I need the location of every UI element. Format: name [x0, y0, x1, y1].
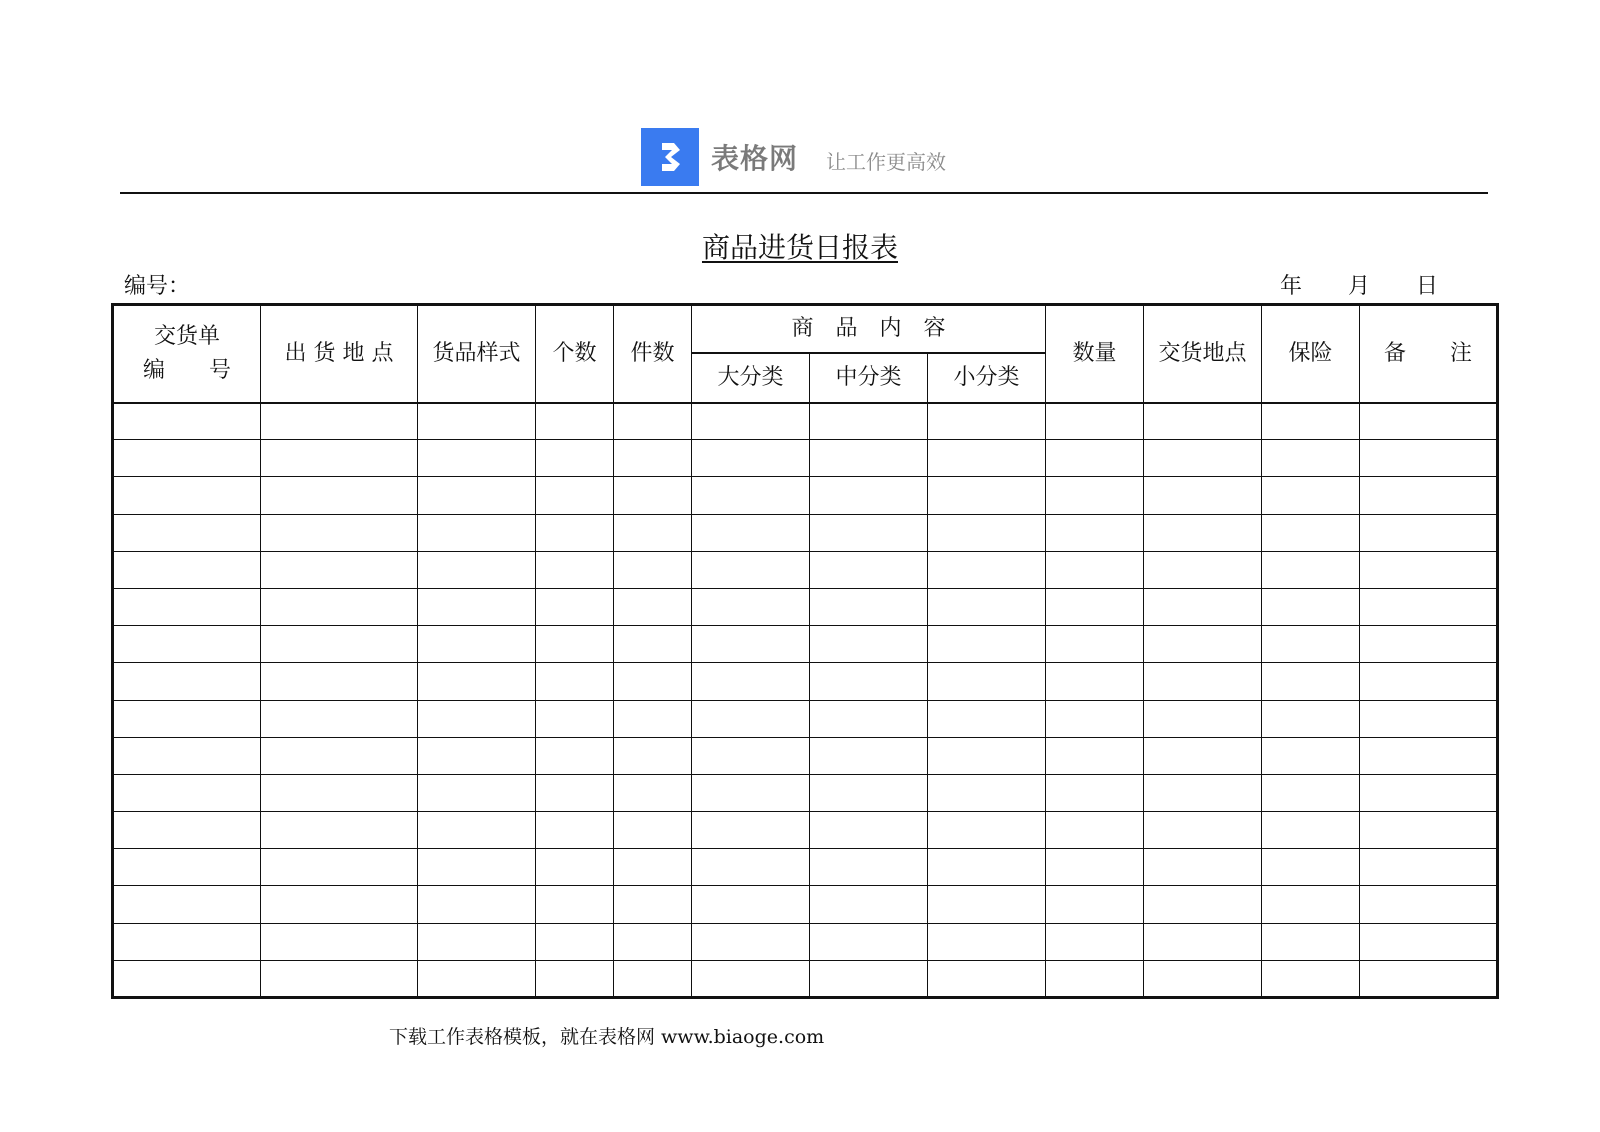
- table-cell[interactable]: [1046, 774, 1144, 811]
- table-row: [113, 812, 1498, 849]
- table-cell[interactable]: [261, 960, 418, 997]
- table-cell[interactable]: [810, 403, 928, 440]
- table-cell[interactable]: [614, 514, 692, 551]
- serial-number-label: 编号：: [124, 274, 191, 299]
- table-cell[interactable]: [113, 588, 261, 625]
- table-cell[interactable]: [113, 886, 261, 923]
- table-cell[interactable]: [1262, 440, 1360, 477]
- table-row: [113, 663, 1498, 700]
- table-cell[interactable]: [928, 849, 1046, 886]
- table-row: [113, 440, 1498, 477]
- table-cell[interactable]: [418, 403, 536, 440]
- table-cell[interactable]: [614, 663, 692, 700]
- table-cell[interactable]: [1262, 551, 1360, 588]
- table-cell[interactable]: [261, 514, 418, 551]
- table-cell[interactable]: [261, 551, 418, 588]
- table-cell[interactable]: [418, 923, 536, 960]
- table-cell[interactable]: [1046, 626, 1144, 663]
- table-cell[interactable]: [418, 700, 536, 737]
- table-cell[interactable]: [1262, 812, 1360, 849]
- header-category-minor: 小分类: [928, 353, 1046, 403]
- table-cell[interactable]: [1144, 886, 1262, 923]
- brand-name: 表格网: [711, 142, 799, 175]
- table-cell[interactable]: [614, 774, 692, 811]
- table-cell[interactable]: [113, 700, 261, 737]
- table-cell[interactable]: [536, 886, 614, 923]
- table-cell[interactable]: [614, 588, 692, 625]
- header-delivery-no: [113, 305, 261, 403]
- table-cell[interactable]: [1262, 849, 1360, 886]
- table-cell[interactable]: [113, 440, 261, 477]
- table-cell[interactable]: [1360, 626, 1498, 663]
- table-cell[interactable]: [261, 700, 418, 737]
- table-cell[interactable]: [692, 403, 810, 440]
- table-cell[interactable]: [418, 440, 536, 477]
- table-cell[interactable]: [614, 812, 692, 849]
- table-cell[interactable]: [692, 774, 810, 811]
- table-cell[interactable]: [614, 960, 692, 997]
- table-cell[interactable]: [810, 551, 928, 588]
- header-contents-group: 商 品 内 容: [692, 305, 1046, 353]
- table-cell[interactable]: [536, 700, 614, 737]
- table-cell[interactable]: [810, 774, 928, 811]
- table-cell[interactable]: [692, 514, 810, 551]
- table-cell[interactable]: [928, 774, 1046, 811]
- table-cell[interactable]: [692, 588, 810, 625]
- table-cell[interactable]: [1360, 700, 1498, 737]
- table-cell[interactable]: [692, 849, 810, 886]
- table-row: [113, 737, 1498, 774]
- table-cell[interactable]: [614, 923, 692, 960]
- table-cell[interactable]: [614, 551, 692, 588]
- table-cell[interactable]: [928, 886, 1046, 923]
- header-divider: [120, 192, 1488, 194]
- table-cell[interactable]: [1360, 514, 1498, 551]
- table-cell[interactable]: [536, 551, 614, 588]
- table-cell[interactable]: [1262, 923, 1360, 960]
- table-cell[interactable]: [810, 923, 928, 960]
- table-cell[interactable]: [1046, 588, 1144, 625]
- table-cell[interactable]: [810, 626, 928, 663]
- table-cell[interactable]: [1046, 700, 1144, 737]
- table-cell[interactable]: [418, 812, 536, 849]
- table-cell[interactable]: [418, 588, 536, 625]
- table-cell[interactable]: [1046, 923, 1144, 960]
- table-body: [113, 403, 1498, 998]
- table-cell[interactable]: [1262, 737, 1360, 774]
- table-cell[interactable]: [810, 700, 928, 737]
- table-cell[interactable]: [810, 737, 928, 774]
- header-quantity: 数量: [1046, 305, 1144, 403]
- purchase-report-table: [111, 303, 1499, 999]
- table-cell[interactable]: [692, 923, 810, 960]
- table-cell[interactable]: [1144, 663, 1262, 700]
- table-cell[interactable]: [1144, 588, 1262, 625]
- table-row: [113, 960, 1498, 997]
- table-cell[interactable]: [536, 663, 614, 700]
- table-row: [113, 477, 1498, 514]
- table-cell[interactable]: [1046, 403, 1144, 440]
- table-cell[interactable]: [418, 477, 536, 514]
- table-cell[interactable]: [536, 812, 614, 849]
- header-category-major: 大分类: [692, 353, 810, 403]
- table-cell[interactable]: [810, 886, 928, 923]
- table-cell[interactable]: [1046, 551, 1144, 588]
- table-cell[interactable]: [536, 849, 614, 886]
- table-cell[interactable]: [113, 663, 261, 700]
- table-cell[interactable]: [261, 626, 418, 663]
- table-cell[interactable]: [1360, 737, 1498, 774]
- table-cell[interactable]: [113, 923, 261, 960]
- table-cell[interactable]: [418, 551, 536, 588]
- table-cell[interactable]: [113, 960, 261, 997]
- table-cell[interactable]: [1046, 737, 1144, 774]
- table-cell[interactable]: [928, 737, 1046, 774]
- table-cell[interactable]: [928, 960, 1046, 997]
- header-category-middle: 中分类: [810, 353, 928, 403]
- table-cell[interactable]: [418, 886, 536, 923]
- table-row: [113, 849, 1498, 886]
- table-cell[interactable]: [1144, 514, 1262, 551]
- table-cell[interactable]: [1046, 812, 1144, 849]
- table-cell[interactable]: [1262, 663, 1360, 700]
- table-cell[interactable]: [1360, 663, 1498, 700]
- table-cell[interactable]: [1262, 403, 1360, 440]
- table-cell[interactable]: [1360, 551, 1498, 588]
- table-cell[interactable]: [113, 477, 261, 514]
- header-delivery-no-line1: 交货单: [153, 323, 220, 349]
- table-cell[interactable]: [810, 663, 928, 700]
- day-label: 日: [1416, 274, 1439, 299]
- table-cell[interactable]: [536, 514, 614, 551]
- table-cell[interactable]: [1360, 403, 1498, 440]
- header-goods-style: 货品样式: [418, 305, 536, 403]
- footer-note: 下载工作表格模板，就在表格网 www.biaoge.com: [389, 1026, 825, 1048]
- table-cell[interactable]: [536, 477, 614, 514]
- table-cell[interactable]: [692, 477, 810, 514]
- table-cell[interactable]: [536, 440, 614, 477]
- table-cell[interactable]: [1360, 477, 1498, 514]
- table-cell[interactable]: [928, 812, 1046, 849]
- table-cell[interactable]: [261, 774, 418, 811]
- table-cell[interactable]: [1046, 960, 1144, 997]
- table-cell[interactable]: [1360, 886, 1498, 923]
- brand-slogan: 让工作更高效: [826, 149, 947, 174]
- table-cell[interactable]: [928, 588, 1046, 625]
- table-row: [113, 923, 1498, 960]
- table-cell[interactable]: [418, 774, 536, 811]
- table-cell[interactable]: [113, 514, 261, 551]
- table-cell[interactable]: [692, 626, 810, 663]
- table-row: [113, 700, 1498, 737]
- table-cell[interactable]: [1144, 737, 1262, 774]
- table-cell[interactable]: [1262, 588, 1360, 625]
- table-cell[interactable]: [261, 588, 418, 625]
- table-cell[interactable]: [536, 923, 614, 960]
- brand-logo-icon: [641, 128, 699, 186]
- table-cell[interactable]: [928, 551, 1046, 588]
- table-cell[interactable]: [536, 626, 614, 663]
- table-cell[interactable]: [113, 812, 261, 849]
- month-label: 月: [1348, 274, 1371, 299]
- table-cell[interactable]: [261, 663, 418, 700]
- table-cell[interactable]: [692, 812, 810, 849]
- table-cell[interactable]: [261, 440, 418, 477]
- table-cell[interactable]: [810, 812, 928, 849]
- table-cell[interactable]: [928, 663, 1046, 700]
- table-cell[interactable]: [261, 737, 418, 774]
- table-cell[interactable]: [261, 477, 418, 514]
- table-cell[interactable]: [418, 849, 536, 886]
- table-cell[interactable]: [1144, 960, 1262, 997]
- table-row: [113, 774, 1498, 811]
- table-cell[interactable]: [614, 477, 692, 514]
- year-label: 年: [1280, 274, 1303, 299]
- table-cell[interactable]: [614, 440, 692, 477]
- table-cell[interactable]: [113, 774, 261, 811]
- table-cell[interactable]: [614, 737, 692, 774]
- table-cell[interactable]: [261, 849, 418, 886]
- brand-logo-glyph: [650, 137, 690, 177]
- table-cell[interactable]: [1262, 700, 1360, 737]
- table-cell[interactable]: [1144, 551, 1262, 588]
- table-cell[interactable]: [261, 812, 418, 849]
- header-delivery-location: 交货地点: [1144, 305, 1262, 403]
- table-cell[interactable]: [1144, 626, 1262, 663]
- table-cell[interactable]: [928, 477, 1046, 514]
- header-piece-count: 件数: [614, 305, 692, 403]
- table-cell[interactable]: [1360, 774, 1498, 811]
- table-cell[interactable]: [928, 923, 1046, 960]
- table-cell[interactable]: [614, 849, 692, 886]
- header-delivery-no-line2: 编 号: [142, 357, 231, 383]
- table-cell[interactable]: [1046, 477, 1144, 514]
- table-cell[interactable]: [418, 514, 536, 551]
- table-cell[interactable]: [810, 960, 928, 997]
- table-cell[interactable]: [418, 626, 536, 663]
- table-cell[interactable]: [261, 923, 418, 960]
- header-remarks: 备 注: [1360, 305, 1498, 403]
- table-cell[interactable]: [536, 403, 614, 440]
- table-cell[interactable]: [1144, 403, 1262, 440]
- table-cell[interactable]: [113, 626, 261, 663]
- table-cell[interactable]: [1144, 923, 1262, 960]
- brand-header: [641, 128, 946, 186]
- table-cell[interactable]: [1360, 849, 1498, 886]
- table-cell[interactable]: [536, 960, 614, 997]
- table-cell[interactable]: [928, 403, 1046, 440]
- table-cell[interactable]: [1046, 849, 1144, 886]
- table-cell[interactable]: [928, 514, 1046, 551]
- document-title: [0, 230, 1600, 266]
- table-cell[interactable]: [1360, 812, 1498, 849]
- table-cell[interactable]: [1046, 886, 1144, 923]
- table-cell[interactable]: [810, 514, 928, 551]
- table-cell[interactable]: [928, 626, 1046, 663]
- header-ship-location: 出 货 地 点: [261, 305, 418, 403]
- table-cell[interactable]: [1144, 477, 1262, 514]
- table-cell[interactable]: [692, 440, 810, 477]
- table-cell[interactable]: [261, 403, 418, 440]
- table-cell[interactable]: [1046, 663, 1144, 700]
- document-title-text: 商品进货日报表: [701, 231, 898, 264]
- table-cell[interactable]: [1046, 440, 1144, 477]
- table-cell[interactable]: [692, 886, 810, 923]
- table-cell[interactable]: [1360, 960, 1498, 997]
- table-cell[interactable]: [810, 477, 928, 514]
- table-cell[interactable]: [1144, 700, 1262, 737]
- table-cell[interactable]: [418, 737, 536, 774]
- table-row: [113, 514, 1498, 551]
- table-cell[interactable]: [692, 700, 810, 737]
- table-cell[interactable]: [1262, 477, 1360, 514]
- header-unit-count: 个数: [536, 305, 614, 403]
- table-cell[interactable]: [692, 960, 810, 997]
- table-cell[interactable]: [692, 551, 810, 588]
- table-cell[interactable]: [113, 403, 261, 440]
- table-cell[interactable]: [1144, 440, 1262, 477]
- table-cell[interactable]: [614, 403, 692, 440]
- table-cell[interactable]: [614, 700, 692, 737]
- table-cell[interactable]: [1262, 514, 1360, 551]
- table-cell[interactable]: [1262, 774, 1360, 811]
- table-row: [113, 403, 1498, 440]
- table-cell[interactable]: [261, 886, 418, 923]
- table-cell[interactable]: [1144, 774, 1262, 811]
- table-cell[interactable]: [1144, 812, 1262, 849]
- table-cell[interactable]: [614, 626, 692, 663]
- table-cell[interactable]: [1144, 849, 1262, 886]
- table-cell[interactable]: [928, 700, 1046, 737]
- table-row: [113, 886, 1498, 923]
- table-cell[interactable]: [1360, 923, 1498, 960]
- header-insurance: 保险: [1262, 305, 1360, 403]
- table-cell[interactable]: [1046, 514, 1144, 551]
- table-cell[interactable]: [536, 737, 614, 774]
- table-cell[interactable]: [810, 849, 928, 886]
- table-cell[interactable]: [113, 737, 261, 774]
- table-cell[interactable]: [1262, 886, 1360, 923]
- table-cell[interactable]: [810, 588, 928, 625]
- table-cell[interactable]: [1262, 960, 1360, 997]
- table-cell[interactable]: [614, 886, 692, 923]
- table-cell[interactable]: [536, 774, 614, 811]
- table-cell[interactable]: [418, 960, 536, 997]
- table-cell[interactable]: [692, 737, 810, 774]
- table-cell[interactable]: [418, 663, 536, 700]
- table-cell[interactable]: [1360, 440, 1498, 477]
- table-cell[interactable]: [113, 849, 261, 886]
- table-cell[interactable]: [928, 440, 1046, 477]
- table-cell[interactable]: [113, 551, 261, 588]
- table-row: [113, 626, 1498, 663]
- table-cell[interactable]: [536, 588, 614, 625]
- table-row: [113, 588, 1498, 625]
- table-cell[interactable]: [692, 663, 810, 700]
- table-cell[interactable]: [810, 440, 928, 477]
- table-row: [113, 551, 1498, 588]
- table-cell[interactable]: [1360, 588, 1498, 625]
- table-cell[interactable]: [1262, 626, 1360, 663]
